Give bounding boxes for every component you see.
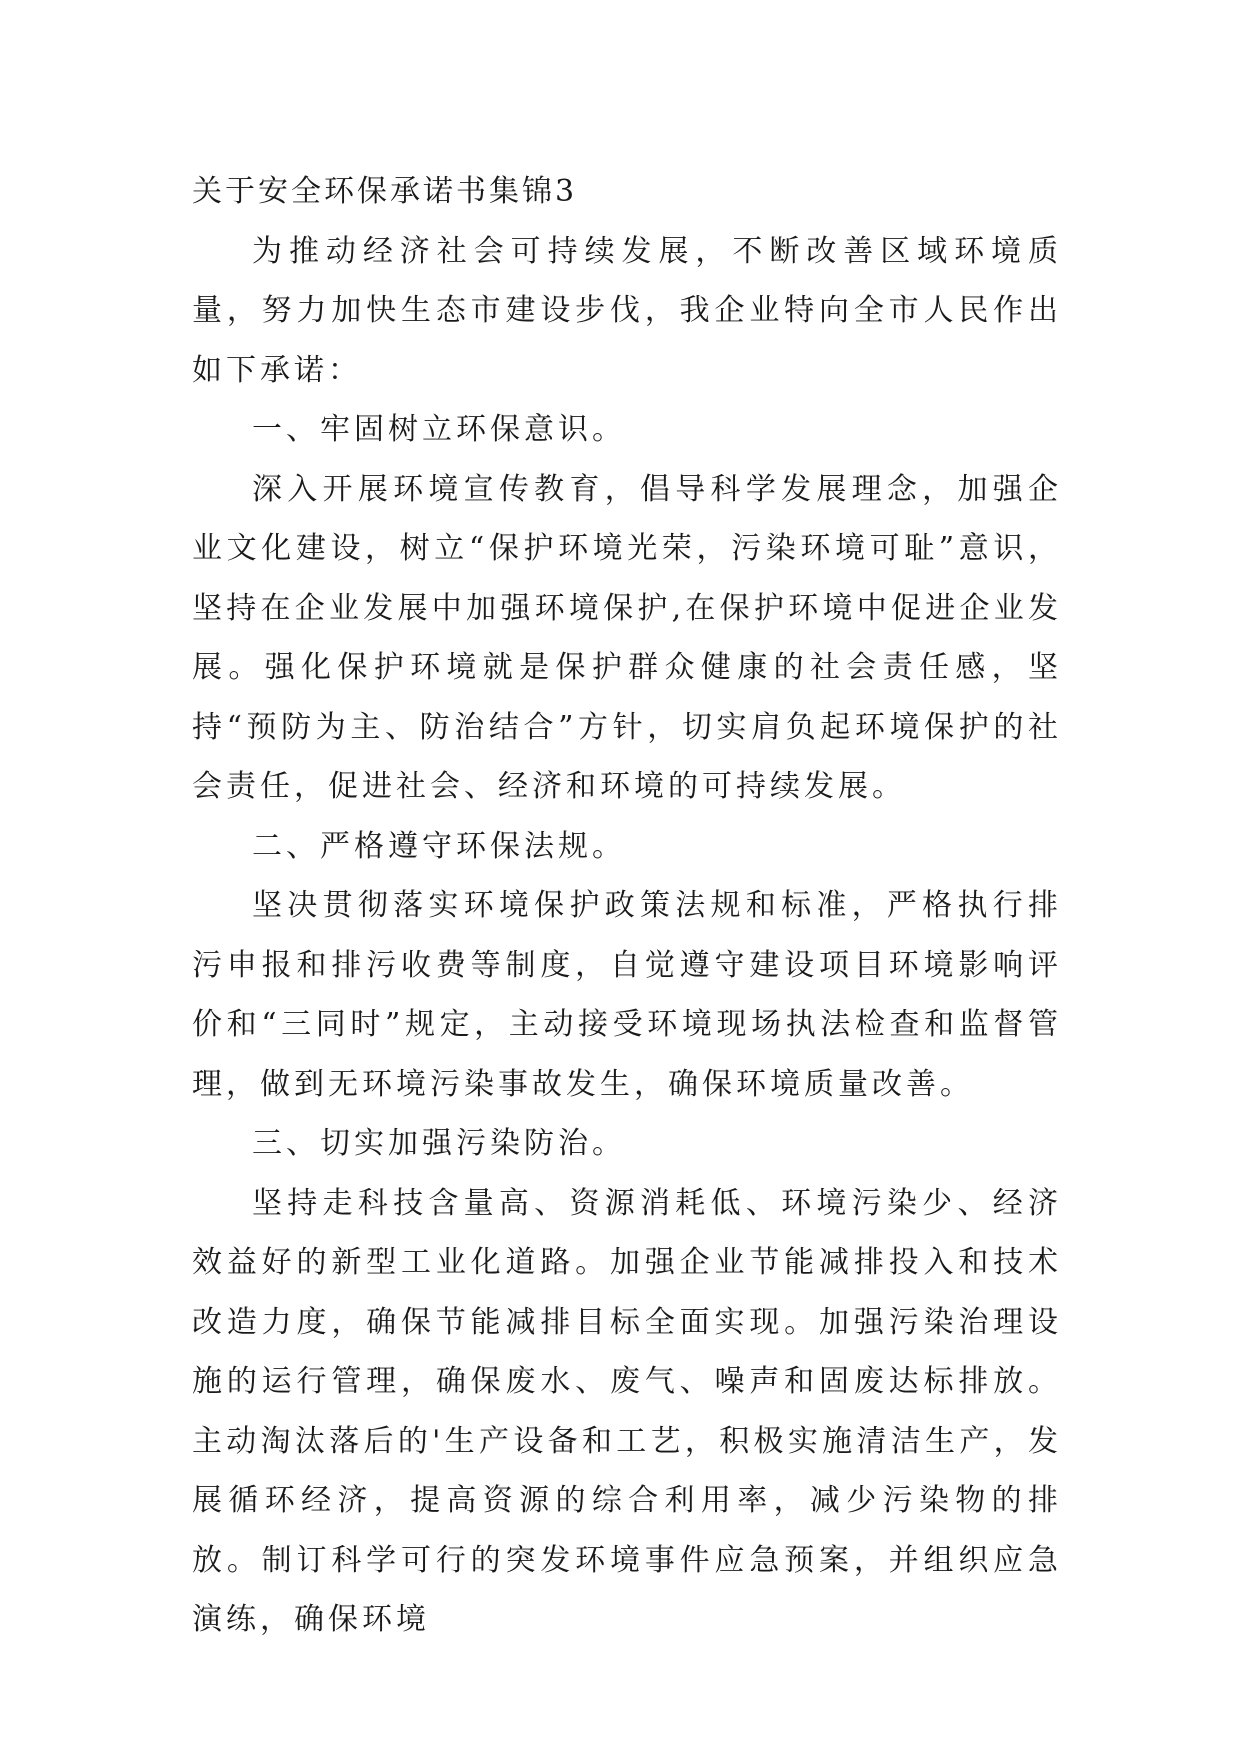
section-2-paragraph: 坚决贯彻落实环境保护政策法规和标准，严格执行排污申报和排污收费等制度，自觉遵守建设项目环境影响评价和“三同时”规定，主动接受环境现场执法检查和监督管理，做到无环境污染事故发生，确保环境质量改善。 [192, 888, 1062, 1102]
section-3-paragraph: 坚持走科技含量高、资源消耗低、环境污染少、经济效益好的新型工业化道路。加强企业节能减排投入和技术改造力度，确保节能减排目标全面实现。加强污染治理设施的运行管理，确保废水、废气、噪声和固废达标排放。主动淘汰落后的'生产设备和工艺，积极实施清洁生产，发展循环经济，提高资源的综合利用率，减少污染物的排放。制订科学可行的突发环境事件应急预案，并组织应急演练，确保环境 [192, 1185, 1062, 1637]
section-heading-1: 一、牢固树立环保意识。 [252, 412, 626, 447]
section-heading-2: 二、严格遵守环保法规。 [252, 828, 626, 864]
intro-paragraph: 为推动经济社会可持续发展，不断改善区域环境质量，努力加快生态市建设步伐，我企业特向全市人民作出如下承诺： [192, 233, 1062, 388]
section-1-paragraph: 深入开展环境宣传教育，倡导科学发展理念，加强企业文化建设，树立“保护环境光荣，污染环境可耻”意识，坚持在企业发展中加强环境保护,在保护环境中促进企业发展。强化保护环境就是保护群众健康的社会责任感，坚持“预防为主、防治结合”方针，切实肩负起环境保护的社会责任，促进社会、经济和环境的可持续发展。 [192, 471, 1062, 804]
section-heading-3: 三、切实加强污染防治。 [252, 1126, 626, 1161]
document-body [192, 162, 1062, 1650]
document-title: 关于安全环保承诺书集锦3 [192, 174, 578, 209]
